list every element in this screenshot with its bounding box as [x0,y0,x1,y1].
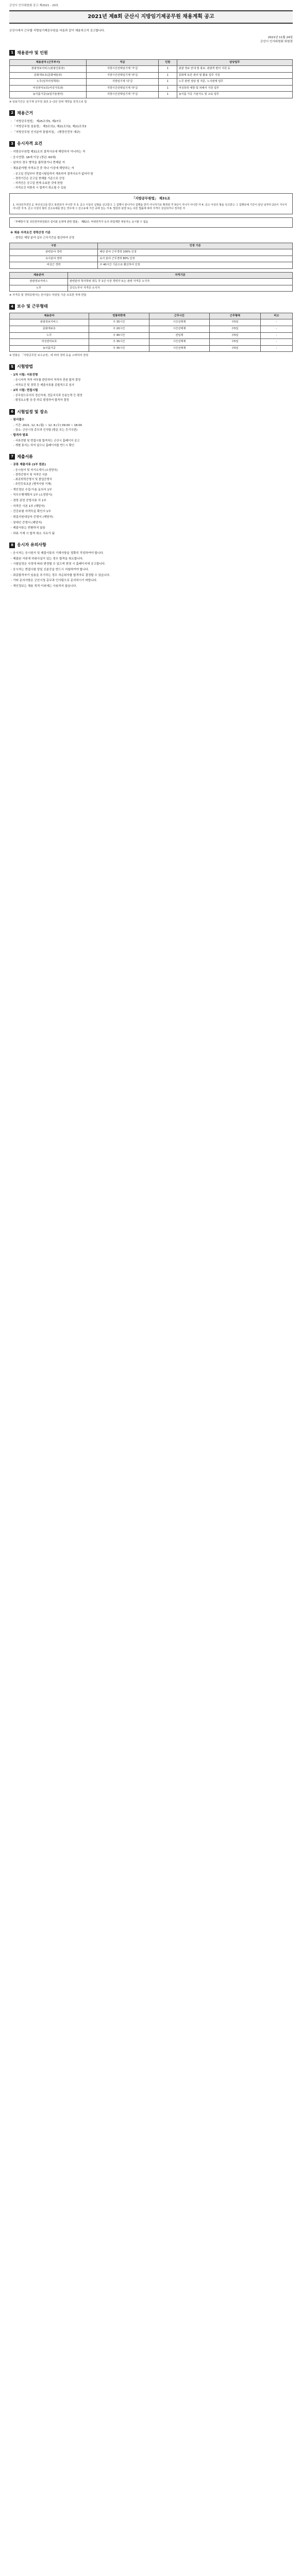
law-item: ◦ 「지방공무원법」 제25조의5, 제27조 [10,120,61,123]
section-title: 채용분야 및 인원 [17,50,48,56]
retirement-box: 「부패방지 및 국민권익위원회의 설치와 운영에 관한 법률」 제82조: 비위면직자 등의 취업제한 대상자는 응시할 수 없음 [9,217,293,228]
header-ref: 군산시 인사위원회 공고 제2021 - 20호 [9,4,59,7]
issuer: 군산시 인사위원회 위원장 [260,40,293,43]
notice-page: 군산시 인사위원회 공고 제2021 - 20호 2021년 제8회 군산시 지방임기제공무원 채용계획 공고 군산시에서 근무할 지방임기제공무원을 다음과 같이 채용하고자 공고합니다. 2021년 11월 24일 군산시 인사위원회 위원장 1 채용분야 및 인원 채용분야 (근무부서) 직급 인원 담당업무 관광정보서비스(관광진흥과) 지방시간선택임기제 '가'급 1 관광 정보 안내 및 홍보, 관광객 편의 지원 등 문화재보호(문화예술과) 지방시간선택임기제 '라'급 1 문화재 보존 관리 및 활용 업무 지원 노무(일자리정책과) 지방임기제 '다'급 1 노무 관련 상담 및 자문, 노사관계 업무 여성권익보호(여성가족과) 지방시간선택임기제 '라'급 1 여성폭력 예방 및 피해자 지원 업무 농식품가공(농업기술센터) 지방시간선택임기제 '가'급 1 농식품 가공 기술지도 및 교육 업무 ※ 임용기간은 임기제 공무원 최초 1~2년 단위 계약을 원칙으로 함 2 채용근거 ◦ 「지방공무원법」 제25조의5, 제27조 ◦ 「지방공무원 임용령」 제3조의2, 제21조의2, 제21조의3 ◦ 「지방공무원 인사분야 통합지침」 (행정안전부 예규) 3 응시자격 요건 ◦ 지방공무원법 제31조의 결격사유에 해당하지 아니하는 자 ◦ 응시연령: 18세 이상 (정년: 60세) ◦ 남자의 경우 병역을 필하였거나 면제된 자 ◦ 채용분야별 자격요건 중 하나 이상에 해당하는 자 - 공고일 전일부터 면접시험일까지 계속하여 결격사유가 없어야 함 - 경력기간은 공고일 현재를 기준으로 산정 - 자격증은 공고일 현재 유효한 것에 한함 - 자격요건 미충족 시 합격이 취소될 수 있음 「지방공무원법」 제31조 1. 피성년후견인 2. 파산선고를 받고 복권되지 아니한 자 3. 금고 이상의 실형을 선고받고 그 집행이 끝나거나 집행을 받지 아니하기로 확정된 후 5년이 지나지 아니한 자 4. 금고 이상의 형을 선고받고 그 집행유예 기간이 끝난 날부터 2년이 지나지 아니한 자 5. 금고 이상의 형의 선고유예를 받은 경우에 그 선고유예 기간 중에 있는 자 6. 법원의 판결 또는 다른 법률에 따라 자격이 상실되거나 정지된 자 「부패방지 및 국민권익위원회의 설치와 운영에 관한 법률」 제82조: 비위면직자 등의 취업제한 대상자는 응시할 수 없음 ※ 채용 자격요건 경력산정 기준 - 경력은 해당 분야 실무 근무기간을 합산하여 산정 구분 인정 기준 관련분야 경력 해당 분야 근무경력 100% 인정 유사분야 경력 유사 분야 근무경력 80% 인정 비상근 경력 주 40시간 기준으로 환산하여 인정 채용분야 자격기준 관광정보서비스 관련분야 학사학위 취득 후 1년 이상 경력자 또는 관련 자격증 소지자 노무 공인노무사 자격증 소지자 ※ 자격증 및 경력증명서는 원서접수 마감일 기준 유효한 것에 한함 4 보수 및 근무형태 채용분야 연봉하한액 근무시간 근무형태 비고 관광정보서비스 주 35시간 시간선택제 주5일 - 문화재보호 주 20시간 시간선택제 주5일 - 노무 주 40시간 전일제 주5일 - 여성권익보호 주 35시간 시간선택제 주5일 - 농식품가공 주 35시간 시간선택제 주5일 - ※ 연봉은 「지방공무원 보수규정」에 따라 경력 등을 고려하여 결정 5 시험방법 ◦ 1차 시험: 서류전형 - 응시자격 적격 여부를 판단하여 적격자 전원 합격 결정 - 자격요건 및 경력 등 제출서류를 종합적으로 심사 ◦ 2차 시험: 면접시험 - 공무원으로서의 정신자세, 전문지식과 응용능력 등 평정 - 평정요소별 상·중·하로 평정하여 합격자 결정 6 시험일정 및 장소 ◦ 원서접수 - 기간: 2021. 12. 6.(월) ~ 12. 8.(수) 09:00 ~ 18:00 - 장소: 군산시청 총무과 인사팀 (방문 또는 등기우편) ◦ 합격자 발표 - 서류전형 및 면접시험 합격자는 군산시 홈페이지 공고 - 개별 통지는 하지 않으니 홈페이지를 반드시 확인 7 제출서류 ◦ 공통 제출서류 (1부 원본) - 응시원서 및 자기소개서 (소정양식) - 경력증명서 및 자격증 사본 - 최종학력증명서 및 졸업증명서 - 주민등록초본 (병적사항 기재) ◦ 개인정보 수집·이용 동의서 1부 ◦ 직무수행계획서 1부 (소정양식) ◦ 경력 관련 증빙서류 각 1부 ◦ 자격증 사본 1부 (해당자) ◦ 건강보험 자격득실 확인서 1부 ◦ 취업지원대상자 증명서 (해당자) ◦ 장애인 증명서 (해당자) ◦ 제출서류는 반환하지 않음 ◦ 허위 기재 시 합격 취소 사유가 됨 8 응시자 유의사항 ◦ 응시자는 응시원서 및 제출서류의 기재사항을 정확히 작성하여야 합니다. ◦ 제출된 서류에 허위사실이 있는 경우 합격을 취소합니다. ◦ 시험일정은 사정에 따라 변경될 수 있으며 변경 시 홈페이지에 공고합니다. ◦ 응시자는 면접시험 당일 신분증을 반드시 지참하여야 합니다. ◦ 최종합격자가 임용을 포기하는 경우 차순위자를 합격자로 결정할 수 있습니다. ◦ 기타 문의사항은 군산시청 총무과 인사팀으로 문의하시기 바랍니다. ◦ 개인정보는 채용 목적 이외에는 사용하지 않습니다. [9,4,293,588]
section-3-heading: 3 응시자격 요건 [9,141,293,147]
section-6-heading: 6 시험일정 및 장소 [9,409,293,415]
qualification-table: 채용분야 자격기준 관광정보서비스 관련분야 학사학위 취득 후 1년 이상 경력자 또는 관련 자격증 소지자 노무 공인노무사 자격증 소지자 [9,272,293,292]
section-number: 1 [9,50,15,56]
table-row: 노무(일자리정책과) 지방임기제 '다'급 1 노무 관련 상담 및 자문, 노사관계 업무 [10,79,293,86]
col-header: 담당업무 [177,59,292,66]
law-item: ◦ 「지방공무원 임용령」 제3조의2, 제21조의2, 제21조의3 [10,125,87,129]
pay-table: 채용분야 연봉하한액 근무시간 근무형태 비고 관광정보서비스 주 35시간 시간선택제 주5일 - 문화재보호 주 20시간 시간선택제 주5일 - 노무 주 40시간 전일제 주5일 - 여성권익보호 주 35시간 시간선택제 주5일 - 농식품가공 주 35시간 시간선택제 주5일 - [9,313,293,352]
law-item: ◦ 「지방공무원 인사분야 통합지침」 (행정안전부 예규) [10,130,80,134]
section-5-heading: 5 시험방법 [9,364,293,370]
col-header: 직급 [87,59,159,66]
col-header: 인원 [158,59,177,66]
positions-table [9,59,293,98]
section-2-heading: 2 채용근거 [9,110,293,116]
experience-table: 구분 인정 기준 관련분야 경력 해당 분야 근무경력 100% 인정 유사분야 경력 유사 분야 근무경력 80% 인정 비상근 경력 주 40시간 기준으로 환산하여 인정 [9,243,293,269]
table-row: 문화재보호(문화예술과) 지방시간선택임기제 '라'급 1 문화재 보존 관리 및 활용 업무 지원 [10,72,293,79]
col-header: 채용분야 (근무부서) [10,59,87,66]
section-4-heading: 4 보수 및 근무형태 [9,303,293,310]
disqualification-box: 「지방공무원법」 제31조 1. 피성년후견인 2. 파산선고를 받고 복권되지 아니한 자 3. 금고 이상의 실형을 선고받고 그 집행이 끝나거나 집행을 받지 아니하기로 확정된 후 5년이 지나지 아니한 자 4. 금고 이상의 형을 선고받고 그 집행유예 기간이 끝난 날부터 2년이 지나지 아니한 자 5. 금고 이상의 형의 선고유예를 받은 경우에 그 선고유예 기간 중에 있는 자 6. 법원의 판결 또는 다른 법률에 따라 자격이 상실되거나 정지된 자 [9,193,293,214]
section-7-heading: 7 제출서류 [9,454,293,460]
page-title: 2021년 제8회 군산시 지방임기제공무원 채용계획 공고 [9,10,293,24]
section-8-heading: 8 응시자 유의사항 [9,542,293,548]
table-row: 관광정보서비스(관광진흥과) 지방시간선택임기제 '가'급 1 관광 정보 안내 및 홍보, 관광객 편의 지원 등 [10,66,293,73]
section-1-heading [9,50,293,56]
table-row: 농식품가공(농업기술센터) 지방시간선택임기제 '가'급 1 농식품 가공 기술지도 및 교육 업무 [10,92,293,98]
notice-date: 2021년 11월 24일 [267,36,293,39]
table-note: ※ 임용기간은 임기제 공무원 최초 1~2년 단위 계약을 원칙으로 함 [9,100,87,104]
intro-text: 군산시에서 근무할 지방임기제공무원을 다음과 같이 채용하고자 공고합니다. [9,29,105,33]
table-row: 여성권익보호(여성가족과) 지방시간선택임기제 '라'급 1 여성폭력 예방 및 피해자 지원 업무 [10,85,293,92]
